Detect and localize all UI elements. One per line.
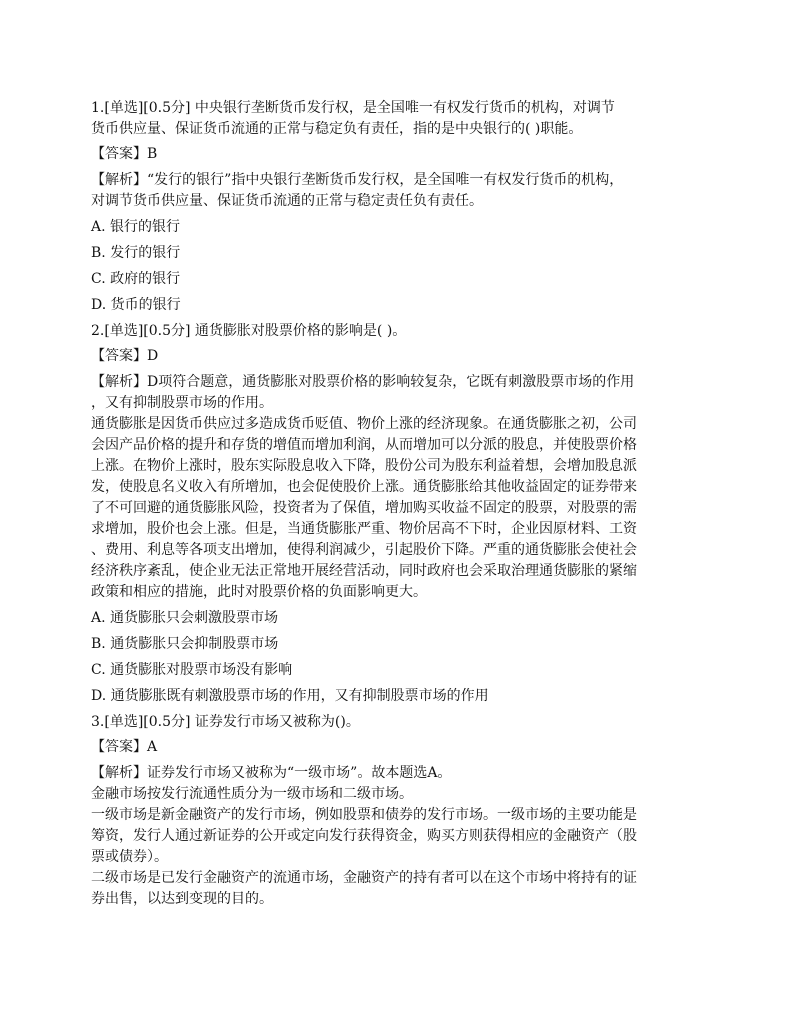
explanation-line: 票或债券）。 xyxy=(91,849,168,865)
explanation-line: 【解析】“发行的银行”指中央银行垄断货币发行权，是全国唯一有权发行货币的机构， xyxy=(91,172,624,188)
explanation-line: 发，使股息名义收入有所增加，也会促使股价上涨。通货膨胀给其他收益固定的证券带来 xyxy=(91,479,637,495)
question-1-answer: 【答案】B xyxy=(91,146,158,162)
explanation-line: 二级市场是已发行金融资产的流通市场，金融资产的持有者可以在这个市场中将持有的证 xyxy=(91,870,637,886)
stem-line: 3.[单选][0.5分] 证券发行市场又被称为()。 xyxy=(91,714,360,730)
explanation-line: 券出售，以达到变现的目的。 xyxy=(91,891,273,907)
explanation-line: 政策和相应的措施，此时对股票价格的负面影响更大。 xyxy=(91,584,427,600)
question-1-option-a: A. 银行的银行 xyxy=(91,219,181,235)
explanation-line: 【解析】D项符合题意，通货膨胀对股票价格的影响较复杂，它既有刺激股票市场的作用 xyxy=(91,374,635,390)
explanation-line: 一级市场是新金融资产的发行市场，例如股票和债券的发行市场。一级市场的主要功能是 xyxy=(91,807,637,823)
explanation-line: 金融市场按发行流通性质分为一级市场和二级市场。 xyxy=(91,786,413,802)
question-2-option-d: D. 通货膨胀既有刺激股票市场的作用，又有抑制股票市场的作用 xyxy=(91,688,489,704)
question-3-answer: 【答案】A xyxy=(91,739,158,755)
question-2-option-b: B. 通货膨胀只会抑制股票市场 xyxy=(91,636,279,652)
stem-line: 货币供应量、保证货币流通的正常与稳定负有责任，指的是中央银行的( )职能。 xyxy=(91,121,583,137)
question-2-stem xyxy=(91,321,707,342)
explanation-line: 对调节货币供应量、保证货币流通的正常与稳定责任负有责任。 xyxy=(91,193,483,209)
question-3-stem xyxy=(91,712,707,733)
stem-line: 1.[单选][0.5分] 中央银行垄断货币发行权，是全国唯一有权发行货币的机构，对调节 xyxy=(91,100,615,116)
stem-line: 2.[单选][0.5分] 通货膨胀对股票价格的影响是( )。 xyxy=(91,323,407,339)
explanation-line: 通货膨胀是因货币供应过多造成货币贬值、物价上涨的经济现象。在通货膨胀之初，公司 xyxy=(91,416,637,432)
question-1-option-d: D. 货币的银行 xyxy=(91,297,181,313)
explanation-line: 会因产品价格的提升和存货的增值而增加利润，从而增加可以分派的股息，并使股票价格 xyxy=(91,437,637,453)
document-page xyxy=(91,98,707,915)
question-3-explanation xyxy=(91,763,707,910)
explanation-line: 筹资，发行人通过新证券的公开或定向发行获得资金，购买方则获得相应的金融资产（股 xyxy=(91,828,637,844)
explanation-line: 【解析】证券发行市场又被称为“一级市场”。故本题选A。 xyxy=(91,765,452,781)
question-2-option-a: A. 通货膨胀只会刺激股票市场 xyxy=(91,610,279,626)
explanation-line: 经济秩序紊乱，使企业无法正常地开展经营活动，同时政府也会采取治理通货膨胀的紧缩 xyxy=(91,563,637,579)
question-1-option-b: B. 发行的银行 xyxy=(91,245,181,261)
explanation-line: 、费用、利息等各项支出增加，使得利润减少，引起股价下降。严重的通货膨胀会使社会 xyxy=(91,542,637,558)
explanation-line: 求增加，股价也会上涨。但是，当通货膨胀严重、物价居高不下时，企业因原材料、工资 xyxy=(91,521,637,537)
question-1-explanation xyxy=(91,170,707,212)
question-2-option-c: C. 通货膨胀对股票市场没有影响 xyxy=(91,662,293,678)
explanation-line: ，又有抑制股票市场的作用。 xyxy=(91,395,273,411)
question-2-explanation xyxy=(91,372,707,603)
explanation-line: 了不可回避的通货膨胀风险，投资者为了保值，增加购买收益不固定的股票，对股票的需 xyxy=(91,500,637,516)
question-1-stem xyxy=(91,98,707,140)
explanation-line: 上涨。在物价上涨时，股东实际股息收入下降，股份公司为股东利益着想，会增加股息派 xyxy=(91,458,637,474)
question-2-answer: 【答案】D xyxy=(91,348,159,364)
question-1-option-c: C. 政府的银行 xyxy=(91,271,181,287)
